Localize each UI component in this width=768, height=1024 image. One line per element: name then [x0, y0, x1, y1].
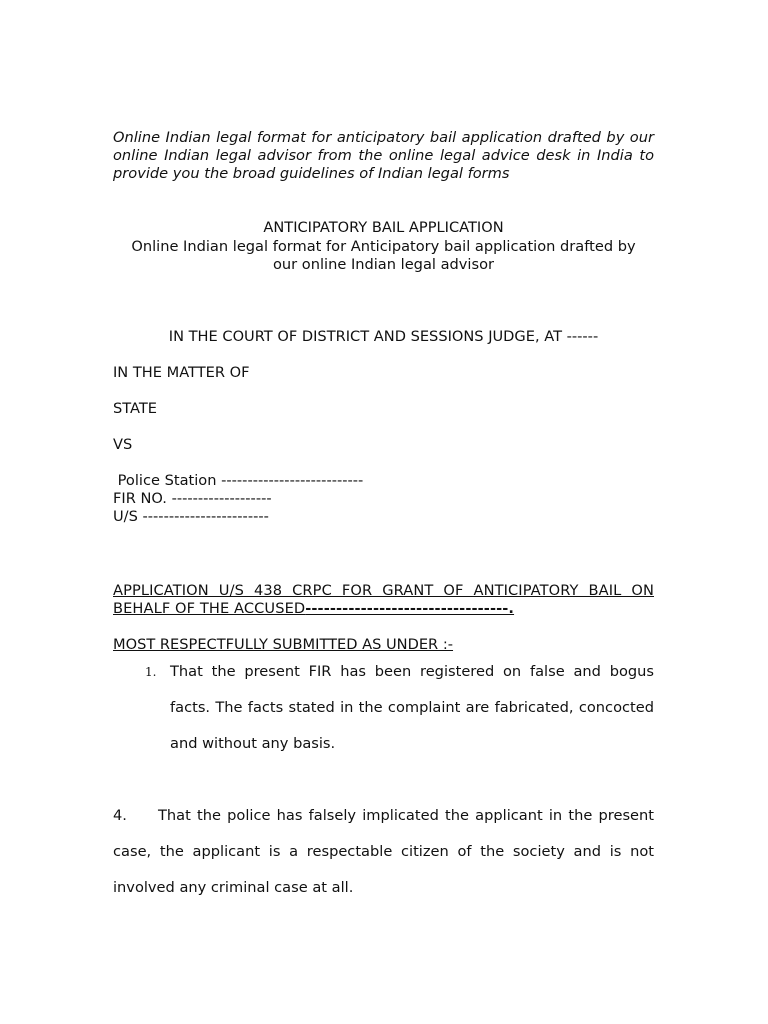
police-station-line: Police Station --------------------------- — [113, 472, 364, 489]
application-heading — [113, 582, 654, 618]
us-line: U/S ------------------------ — [113, 508, 269, 525]
document-title: ANTICIPATORY BAIL APPLICATION — [263, 219, 504, 236]
fir-number-line: FIR NO. ------------------- — [113, 490, 272, 507]
point-4-paragraph — [113, 798, 654, 906]
application-heading-text: APPLICATION U/S 438 CRPC FOR GRANT OF ANTICIPATORY BAIL ON BEHALF OF THE ACCUSED — [113, 582, 654, 617]
submitted-heading: MOST RESPECTFULLY SUBMITTED AS UNDER :- — [113, 636, 454, 653]
application-heading-dashes: ---------------------------------. — [305, 600, 515, 617]
point-4-text: That the police has falsely implicated the applicant in the present case, the applicant is a respectable citizen of the society and is not involved any criminal case at all. — [113, 807, 654, 896]
subtitle-line-1: Online Indian legal format for Anticipatory bail application drafted by — [131, 238, 636, 255]
document-subtitle — [113, 238, 654, 274]
subtitle-line-2: our online Indian legal advisor — [272, 256, 495, 273]
matter-label: IN THE MATTER OF — [113, 364, 250, 381]
state-label: STATE — [113, 400, 158, 417]
intro-paragraph: Online Indian legal format for anticipatory bail application drafted by our online Indian legal advisor from the online legal advice desk in India to provide you the broad guidelines of Indian legal forms — [113, 129, 654, 182]
point-1-text: That the present FIR has been registered on false and bogus facts. The facts stated in the complaint are fabricated, concocted and without any basis. — [170, 663, 654, 752]
court-heading: IN THE COURT OF DISTRICT AND SESSIONS JUDGE, AT ------ — [168, 328, 599, 345]
point-4-number: 4. — [113, 807, 127, 824]
vs-label: VS — [113, 436, 133, 453]
point-1-number: 1. — [145, 665, 157, 679]
